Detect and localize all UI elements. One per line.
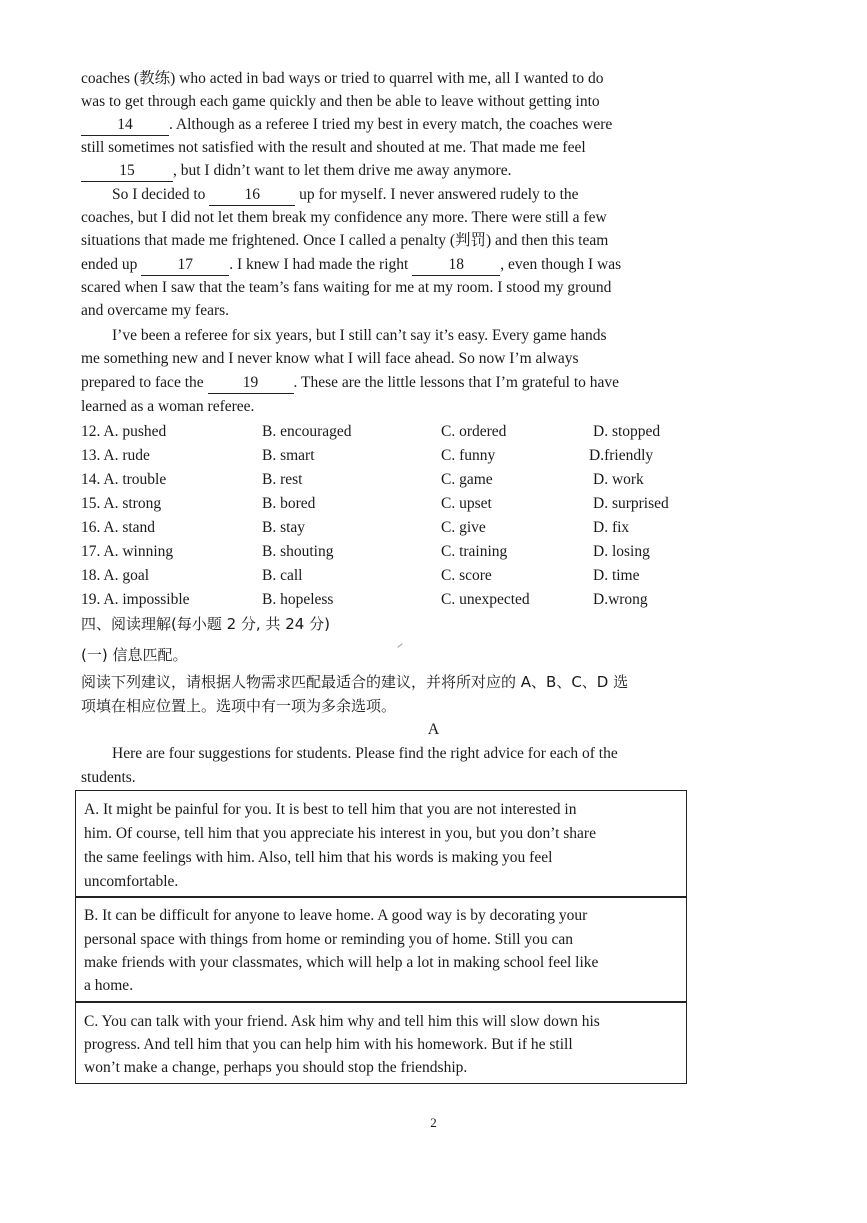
suggestion-box-b: [75, 896, 687, 1003]
blank-19[interactable]: 19: [208, 373, 294, 394]
passage-text: , even though I was: [500, 256, 622, 273]
part-label: A: [427, 721, 440, 738]
passage-line: [112, 185, 579, 206]
passage-line: [81, 115, 612, 136]
suggestion-box-c: [75, 1001, 687, 1084]
option-a[interactable]: 14. A. trouble: [81, 471, 167, 488]
passage-text: ended up: [81, 256, 138, 273]
option-d[interactable]: D.wrong: [593, 591, 648, 608]
option-c[interactable]: C. training: [441, 543, 508, 560]
passage-line: was to get through each game quickly and then be able to leave without getting into: [81, 93, 600, 110]
option-d[interactable]: D.friendly: [589, 447, 654, 464]
passage-line: me something new and I never know what I will face ahead. So now I’m always: [81, 350, 579, 367]
passage-text: . I knew I had made the right: [229, 256, 409, 273]
option-b[interactable]: B. encouraged: [262, 423, 352, 440]
passage-text: So I decided to: [112, 186, 206, 203]
option-a[interactable]: 16. A. stand: [81, 519, 156, 536]
box-line: the same feelings with him. Also, tell him that his words is making you feel: [84, 849, 553, 866]
option-c[interactable]: C. funny: [441, 447, 496, 464]
option-b[interactable]: B. rest: [262, 471, 303, 488]
option-a[interactable]: 15. A. strong: [81, 495, 162, 512]
option-b[interactable]: B. hopeless: [262, 591, 334, 608]
passage-text: . Although as a referee I tried my best in every match, the coaches were: [169, 116, 613, 133]
intro-line: students.: [81, 769, 136, 786]
box-line: uncomfortable.: [84, 873, 179, 890]
box-line: a home.: [84, 977, 134, 994]
option-a[interactable]: 18. A. goal: [81, 567, 150, 584]
instruction-line: 阅读下列建议，请根据人物需求匹配最适合的建议，并将所对应的 A、B、C、D 选: [81, 673, 629, 691]
box-line: B. It can be difficult for anyone to leave home. A good way is by decorating your: [84, 907, 588, 924]
passage-line: still sometimes not satisfied with the result and shouted at me. That made me feel: [81, 139, 586, 156]
box-line: make friends with your classmates, which will help a lot in making school feel like: [84, 954, 599, 971]
passage-line: [81, 255, 621, 276]
passage-line: and overcame my fears.: [81, 302, 230, 319]
option-c[interactable]: C. give: [441, 519, 486, 536]
passage-line: [81, 161, 511, 182]
box-line: A. It might be painful for you. It is best to tell him that you are not interested in: [84, 801, 577, 818]
option-d[interactable]: D. stopped: [593, 423, 661, 440]
option-d[interactable]: D. time: [593, 567, 640, 584]
option-d[interactable]: D. surprised: [593, 495, 669, 512]
box-line: won’t make a change, perhaps you should stop the friendship.: [84, 1059, 468, 1076]
option-c[interactable]: C. unexpected: [441, 591, 530, 608]
option-d[interactable]: D. work: [593, 471, 644, 488]
section-heading: 四、阅读理解(每小题 2 分, 共 24 分): [81, 615, 330, 633]
suggestion-box-a: [75, 790, 687, 898]
intro-line: Here are four suggestions for students. Please find the right advice for each of the: [112, 745, 618, 762]
passage-text: . These are the little lessons that I’m grateful to have: [293, 374, 620, 391]
passage-line: coaches, but I did not let them break my confidence any more. There were still a few: [81, 209, 607, 226]
blank-16[interactable]: 16: [209, 185, 295, 206]
box-line: personal space with things from home or reminding you of home. Still you can: [84, 931, 574, 948]
option-d[interactable]: D. fix: [593, 519, 630, 536]
passage-line: I’ve been a referee for six years, but I still can’t say it’s easy. Every game hands: [112, 327, 607, 344]
instruction-line: 项填在相应位置上。选项中有一项为多余选项。: [81, 697, 397, 715]
blank-17[interactable]: 17: [141, 255, 229, 276]
blank-18[interactable]: 18: [412, 255, 500, 276]
box-line: progress. And tell him that you can help him with his homework. But if he still: [84, 1036, 573, 1053]
passage-line: [81, 373, 619, 394]
passage-line: coaches (教练) who acted in bad ways or tried to quarrel with me, all I wanted to do: [81, 70, 604, 87]
option-c[interactable]: C. score: [441, 567, 492, 584]
section-subheading: (一) 信息匹配。: [81, 646, 188, 664]
option-b[interactable]: B. shouting: [262, 543, 334, 560]
passage-text: , but I didn’t want to let them drive me away anymore.: [173, 162, 512, 179]
blank-14[interactable]: 14: [81, 115, 169, 136]
option-b[interactable]: B. bored: [262, 495, 316, 512]
passage-line: scared when I saw that the team’s fans waiting for me at my room. I stood my ground: [81, 279, 612, 296]
option-c[interactable]: C. game: [441, 471, 493, 488]
passage-text: up for myself. I never answered rudely to the: [299, 186, 579, 203]
option-a[interactable]: 12. A. pushed: [81, 423, 167, 440]
box-line: him. Of course, tell him that you appreciate his interest in you, but you don’t share: [84, 825, 596, 842]
option-a[interactable]: 17. A. winning: [81, 543, 174, 560]
page-number: 2: [430, 1115, 437, 1130]
pencil-mark: [397, 643, 402, 648]
option-c[interactable]: C. upset: [441, 495, 492, 512]
passage-text: prepared to face the: [81, 374, 204, 391]
option-b[interactable]: B. call: [262, 567, 303, 584]
option-a[interactable]: 13. A. rude: [81, 447, 150, 464]
passage-line: situations that made me frightened. Once I called a penalty (判罚) and then this team: [81, 232, 609, 249]
option-b[interactable]: B. stay: [262, 519, 306, 536]
option-b[interactable]: B. smart: [262, 447, 315, 464]
option-c[interactable]: C. ordered: [441, 423, 507, 440]
box-line: C. You can talk with your friend. Ask him why and tell him this will slow down his: [84, 1013, 600, 1030]
blank-15[interactable]: 15: [81, 161, 173, 182]
option-a[interactable]: 19. A. impossible: [81, 591, 190, 608]
option-d[interactable]: D. losing: [593, 543, 650, 560]
passage-line: learned as a woman referee.: [81, 398, 255, 415]
